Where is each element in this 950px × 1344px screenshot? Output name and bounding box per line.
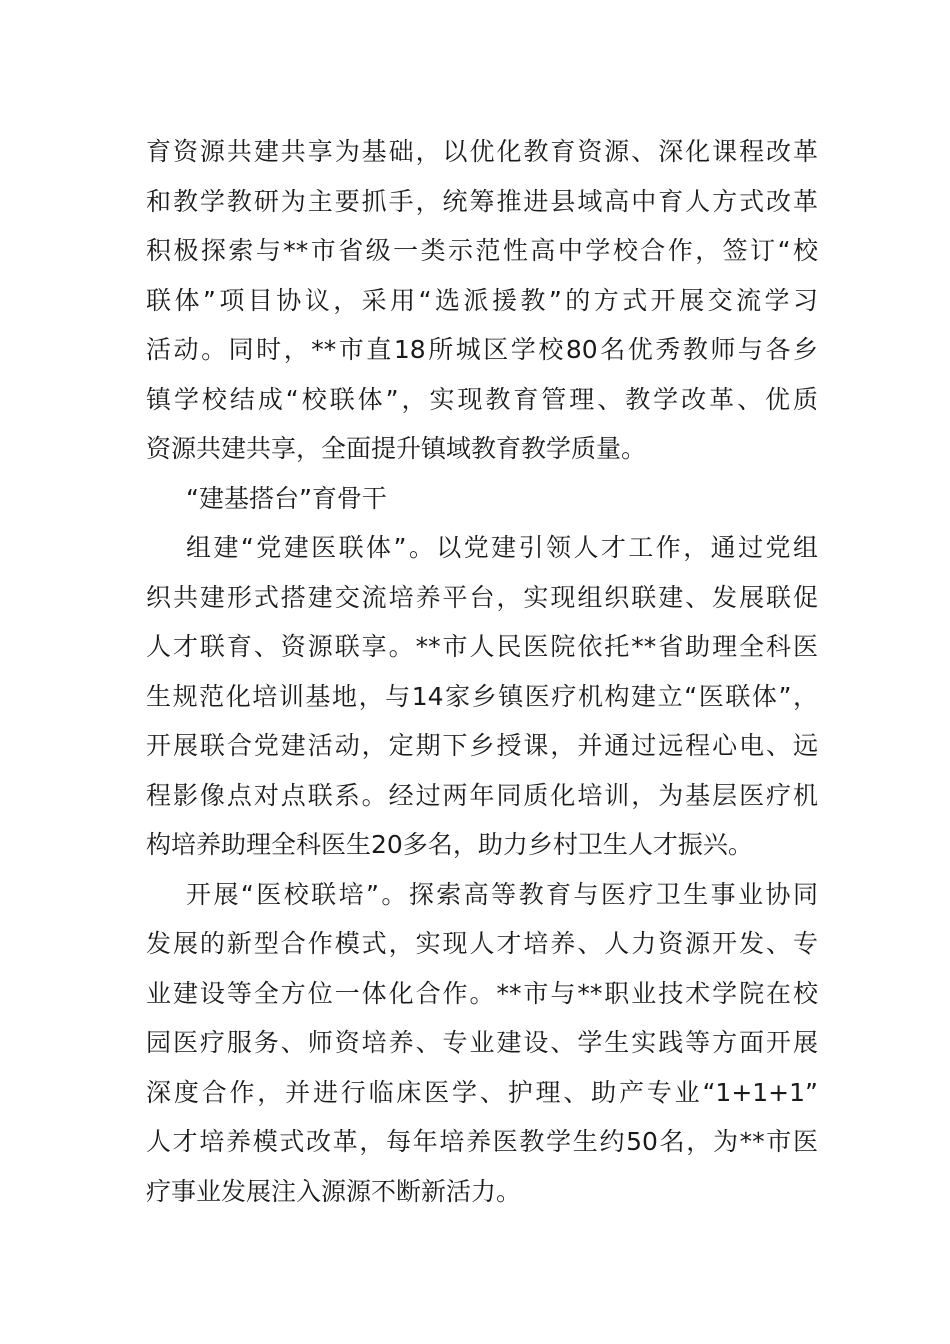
- paragraph-line: 积极探索与**市省级一类示范性高中学校合作，签订“校: [146, 236, 818, 265]
- paragraph-1: [146, 127, 818, 474]
- paragraph-line: 程影像点对点联系。经过两年同质化培训，为基层医疗机: [146, 780, 818, 810]
- paragraph-line: 发展的新型合作模式，实现人才培养、人力资源开发、专: [146, 929, 818, 958]
- paragraph-line: 组建“党建医联体”。以党建引领人才工作，通过党组: [186, 533, 818, 562]
- paragraph-line: 园医疗服务、师资培养、专业建设、学生实践等方面开展: [146, 1028, 818, 1057]
- paragraph-line: 织共建形式搭建交流培养平台，实现组织联建、发展联促: [146, 582, 818, 612]
- paragraph-line: 联体”项目协议，采用“选派援教”的方式开展交流学习: [146, 285, 818, 315]
- paragraph-line: 镇学校结成“校联体”，实现教育管理、教学改革、优质: [146, 384, 818, 414]
- section-heading: “建基搭台”育骨干: [186, 483, 387, 513]
- document-body: [146, 127, 818, 1216]
- paragraph-line: 人才联育、资源联享。**市人民医院依托**省助理全科医: [146, 632, 818, 661]
- paragraph-line: 开展联合党建活动，定期下乡授课，并通过远程心电、远: [146, 731, 818, 760]
- paragraph-line: 资源共建共享，全面提升镇域教育教学质量。: [146, 434, 647, 463]
- paragraph-line: 疗事业发展注入源源不断新活力。: [146, 1176, 522, 1206]
- paragraph-line: 构培养助理全科医生20多名，助力乡村卫生人才振兴。: [146, 830, 753, 859]
- paragraph-line: 业建设等全方位一体化合作。**市与**职业技术学院在校: [146, 978, 818, 1008]
- paragraph-3: [146, 870, 818, 1217]
- paragraph-line: 育资源共建共享为基础，以优化教育资源、深化课程改革: [146, 137, 818, 166]
- paragraph-line: 深度合作，并进行临床医学、护理、助产专业“1+1+1”: [146, 1077, 818, 1107]
- paragraph-line: 活动。同时，**市直18所城区学校80名优秀教师与各乡: [146, 335, 818, 364]
- paragraph-2: [146, 523, 818, 870]
- paragraph-line: 和教学教研为主要抓手，统筹推进县域高中育人方式改革: [146, 186, 818, 216]
- paragraph-line: 开展“医校联培”。探索高等教育与医疗卫生事业协同: [186, 879, 818, 909]
- paragraph-line: 生规范化培训基地，与14家乡镇医疗机构建立“医联体”，: [146, 681, 818, 711]
- paragraph-line: 人才培养模式改革，每年培养医教学生约50名，为**市医: [146, 1127, 818, 1156]
